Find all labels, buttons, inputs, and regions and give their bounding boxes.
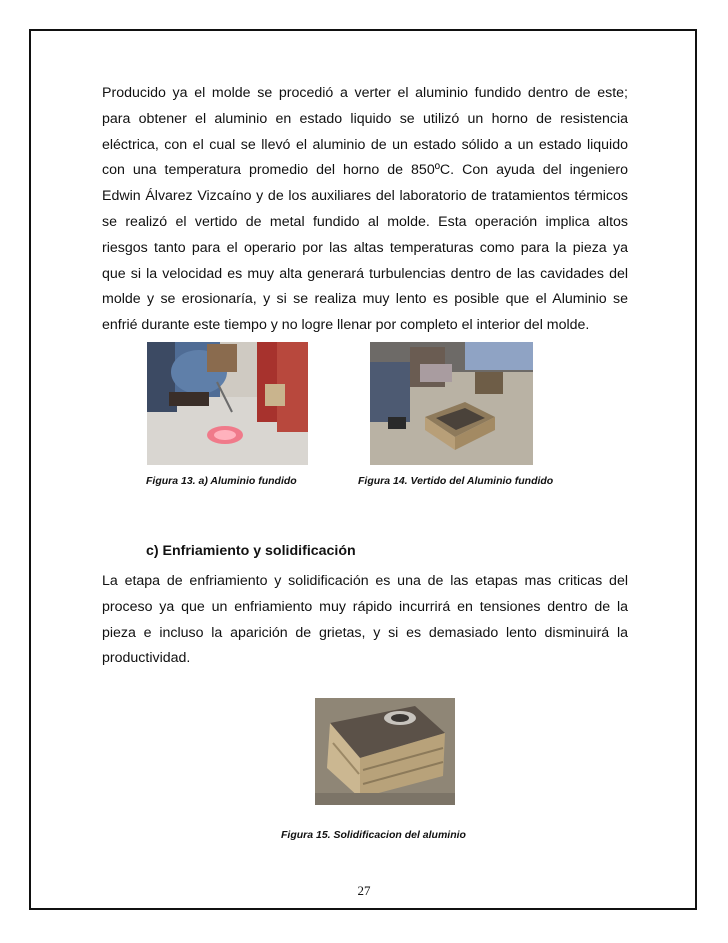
text-line: Producido ya el molde se procedió a verter el aluminio fundido dentro de este; <box>102 85 628 101</box>
text-line: molde y se erosionaría, y si se realiza muy lento es posible que el Aluminio se <box>102 291 628 308</box>
page-number: 27 <box>357 883 371 898</box>
figure-13-caption: Figura 13. a) Aluminio fundido <box>146 475 297 487</box>
paragraph-enfriamiento <box>102 569 628 672</box>
figure-14-photo <box>370 342 533 465</box>
figure-15-photo <box>315 698 455 805</box>
figure-15-image <box>315 698 455 805</box>
figure-14-image <box>370 342 533 465</box>
text-line: eléctrica, con el cual se llevó el aluminio de un estado sólido a un estado liquido <box>102 136 628 153</box>
text-line: para obtener el aluminio en estado liquido se utilizó un horno de resistencia <box>102 110 628 127</box>
figure-13-photo <box>147 342 308 465</box>
text-line: riesgos tanto para el operario por las altas temperaturas como para la pieza ya <box>102 239 628 256</box>
section-heading: c) Enfriamiento y solidificación <box>146 543 356 559</box>
text-line: La etapa de enfriamiento y solidificación es una de las etapas mas criticas del <box>102 573 628 589</box>
text-line: productividad. <box>102 650 191 667</box>
figure-13-image <box>147 342 308 465</box>
paragraph-vertido <box>102 81 628 339</box>
text-line: enfrié durante este tiempo y no logre llenar por completo el interior del molde. <box>102 317 590 334</box>
text-line: pieza e incluso la aparición de grietas, y si es demasiado lento disminuirá la <box>102 624 628 641</box>
text-line: con una temperatura promedio del horno de 850ºC. Con ayuda del ingeniero <box>102 162 628 179</box>
figure-14-caption: Figura 14. Vertido del Aluminio fundido <box>358 475 554 487</box>
text-line: que si la velocidad es muy alta generará turbulencias dentro de las cavidades del <box>102 265 628 282</box>
figure-15-caption: Figura 15. Solidificacion del aluminio <box>281 829 466 841</box>
text-line: se realizó el vertido de metal fundido al molde. Esta operación implica altos <box>102 213 628 230</box>
text-line: Edwin Álvarez Vizcaíno y de los auxiliares del laboratorio de tratamientos térmicos <box>102 188 628 205</box>
text-line: proceso ya que un enfriamiento muy rápido incurrirá en tensiones dentro de la <box>102 598 628 615</box>
